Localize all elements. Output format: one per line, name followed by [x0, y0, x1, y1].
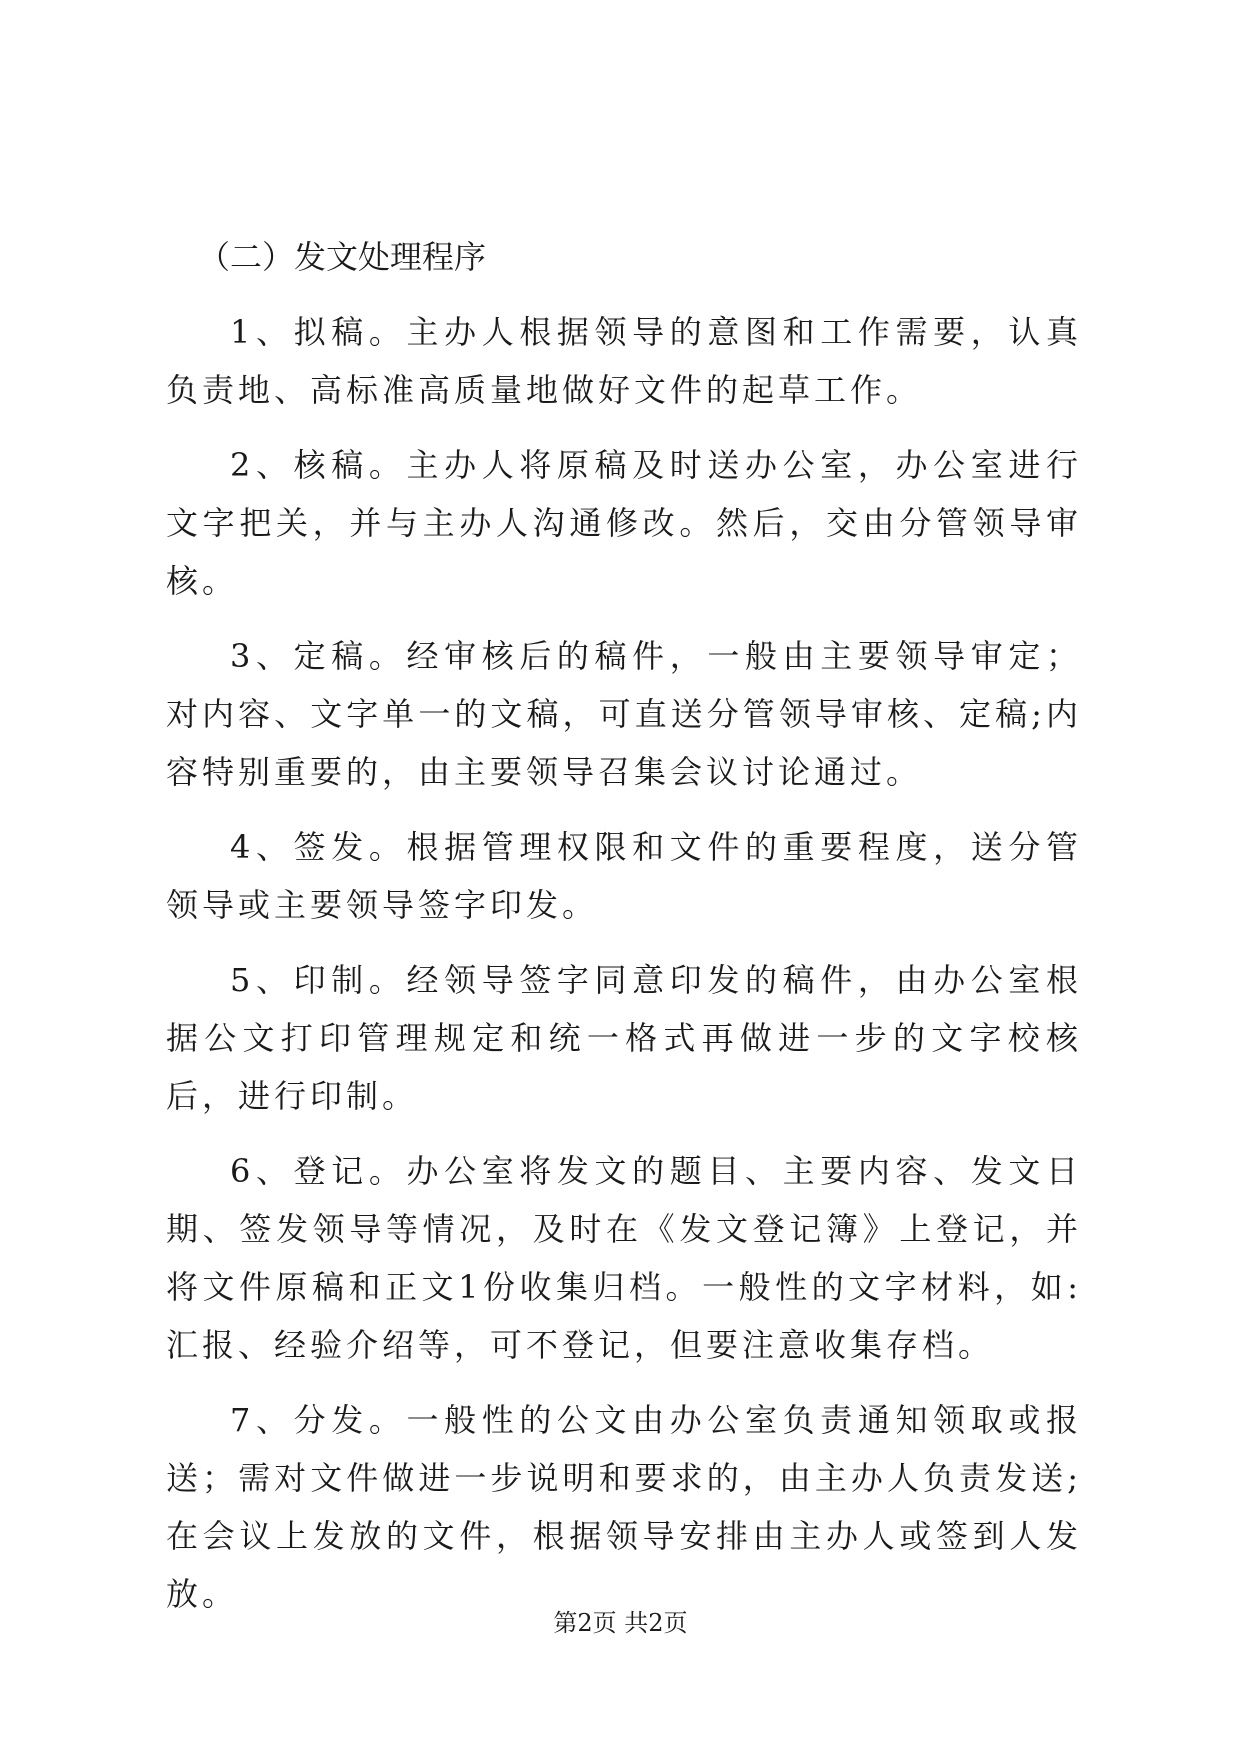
paragraph-printing: 5、印制。经领导签字同意印发的稿件，由办公室根据公文打印管理规定和统一格式再做进一步的文字校核后，进行印制。 — [166, 961, 1082, 1115]
paragraph-sign-off: 4、签发。根据管理权限和文件的重要程度，送分管领导或主要领导签字印发。 — [166, 828, 1082, 924]
paragraph-registration: 6、登记。办公室将发文的题目、主要内容、发文日期、签发领导等情况，及时在《发文登记簿》上登记，并将文件原稿和正文1份收集归档。一般性的文字材料，如:汇报、经验介绍等，可不登记，但要注意收集存档。 — [166, 1152, 1082, 1364]
paragraph-review: 2、核稿。主办人将原稿及时送办公室，办公室进行文字把关，并与主办人沟通修改。然后，交由分管领导审核。 — [166, 446, 1082, 600]
paragraph-finalize: 3、定稿。经审核后的稿件，一般由主要领导审定；对内容、文字单一的文稿，可直送分管领导审核、定稿;内容特别重要的，由主要领导召集会议讨论通过。 — [166, 637, 1082, 791]
document-body — [166, 228, 1082, 1623]
page-number-footer: 第2页 共2页 — [553, 1609, 688, 1637]
paragraph-distribution: 7、分发。一般性的公文由办公室负责通知领取或报送；需对文件做进一步说明和要求的，由主办人负责发送;在会议上发放的文件，根据领导安排由主办人或签到人发放。 — [166, 1401, 1082, 1613]
section-heading: （二）发文处理程序 — [198, 238, 487, 276]
paragraph-drafting: 1、拟稿。主办人根据领导的意图和工作需要，认真负责地、高标准高质量地做好文件的起草工作。 — [166, 313, 1082, 409]
